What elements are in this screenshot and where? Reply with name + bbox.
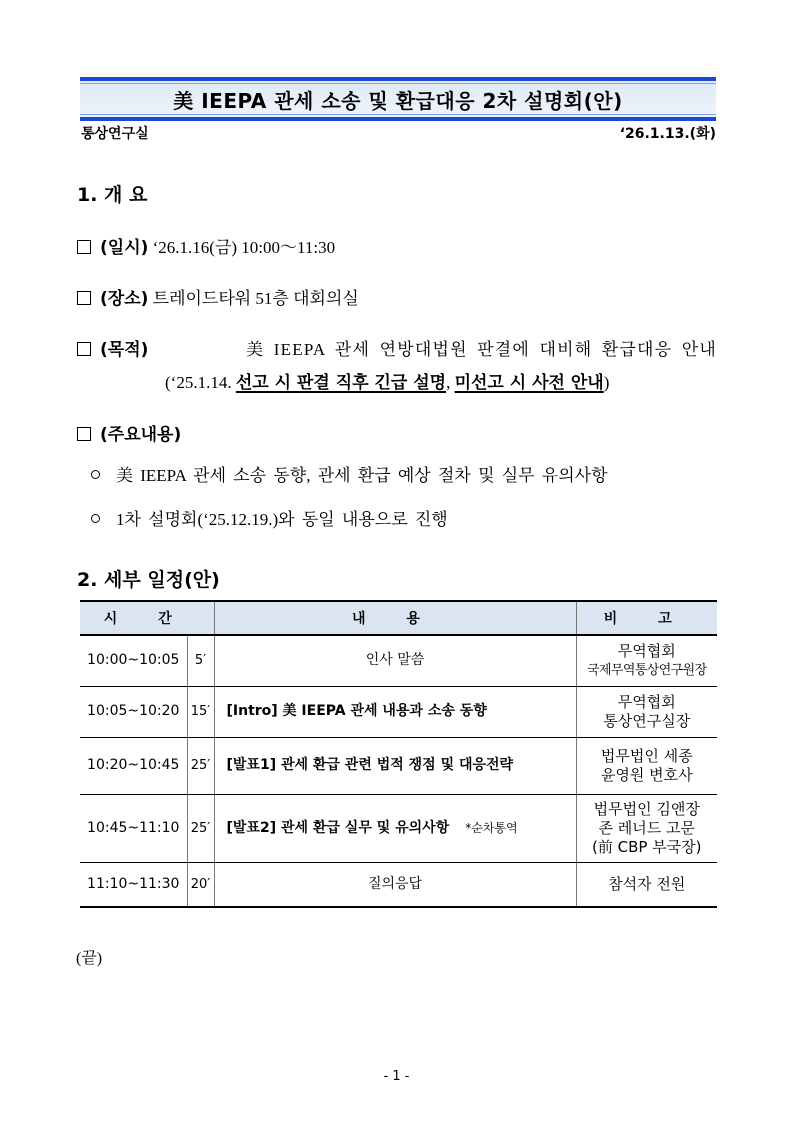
item-text: ‘26.1.16(금) 10:00～11:30 xyxy=(152,238,336,257)
remarks-cell: 무역협회 국제무역통상연구원장 xyxy=(576,635,717,686)
end-mark: (끝) xyxy=(76,950,103,967)
remarks-cell: 참석자 전원 xyxy=(576,862,717,907)
content-bullet: 1차 설명회(‘25.12.19.)와 동일 내용으로 진행 xyxy=(91,505,448,530)
time-cell: 11:10~11:30 xyxy=(80,862,187,907)
bullet-circle-icon xyxy=(91,514,100,523)
bullet-circle-icon xyxy=(91,470,100,479)
content-bullet: 美 IEEPA 관세 소송 동향, 관세 환급 예상 절차 및 실무 유의사항 xyxy=(91,461,608,486)
department: 통상연구실 xyxy=(81,126,149,142)
column-header-remarks: 비 고 xyxy=(576,601,717,635)
purpose-highlight-1: 선고 시 판결 직후 긴급 설명 xyxy=(235,373,447,393)
table-header-row xyxy=(80,601,717,635)
checkbox-square-icon xyxy=(77,240,91,254)
checkbox-square-icon xyxy=(77,342,91,356)
document-title: 美 IEEPA 관세 소송 및 환급대응 2차 설명회(안) xyxy=(173,88,623,113)
purpose-detail: (‘25.1.14. 선고 시 판결 직후 긴급 설명, 미선고 시 사전 안내) xyxy=(165,373,610,393)
content-cell: [발표1] 관세 환급 관련 법적 쟁점 및 대응전략 xyxy=(214,737,576,794)
item-label: (목적) xyxy=(100,340,149,360)
duration-cell: 20′ xyxy=(187,862,214,907)
title-banner xyxy=(80,77,716,121)
checkbox-square-icon xyxy=(77,291,91,305)
overview-item-contents xyxy=(77,420,181,445)
time-cell: 10:05~10:20 xyxy=(80,686,187,737)
content-cell: 인사 말씀 xyxy=(214,635,576,686)
item-label: (일시) xyxy=(100,238,149,258)
document-date: ‘26.1.13.(화) xyxy=(619,126,716,142)
column-header-content: 내 용 xyxy=(214,601,576,635)
table-row xyxy=(80,686,717,737)
table-row xyxy=(80,737,717,794)
time-cell: 10:45~11:10 xyxy=(80,794,187,862)
time-cell: 10:20~10:45 xyxy=(80,737,187,794)
time-cell: 10:00~10:05 xyxy=(80,635,187,686)
purpose-highlight-2: 미선고 시 사전 안내 xyxy=(454,373,604,393)
remarks-cell: 무역협회 통상연구실장 xyxy=(576,686,717,737)
overview-item-purpose xyxy=(77,335,717,393)
duration-cell: 15′ xyxy=(187,686,214,737)
checkbox-square-icon xyxy=(77,427,91,441)
remarks-cell: 법무법인 김앤장 존 레너드 고문 (前 CBP 부국장) xyxy=(576,794,717,862)
content-cell: [Intro] 美 IEEPA 관세 내용과 소송 동향 xyxy=(214,686,576,737)
overview-item-datetime xyxy=(77,233,335,258)
content-cell: [발표2] 관세 환급 실무 및 유의사항 *순차통역 xyxy=(214,794,576,862)
remarks-cell: 법무법인 세종 윤영원 변호사 xyxy=(576,737,717,794)
item-label: (장소) xyxy=(100,289,149,309)
schedule-table xyxy=(80,600,717,908)
section-1-heading: 1. 개 요 xyxy=(77,184,148,206)
table-row xyxy=(80,862,717,907)
interpretation-note: *순차통역 xyxy=(465,820,518,835)
content-cell: 질의응답 xyxy=(214,862,576,907)
section-2-heading: 2. 세부 일정(안) xyxy=(77,569,220,591)
overview-item-venue xyxy=(77,284,359,309)
duration-cell: 25′ xyxy=(187,737,214,794)
item-label: (주요내용) xyxy=(100,425,182,445)
item-text: 트레이드타워 51층 대회의실 xyxy=(152,289,359,308)
column-header-time: 시 간 xyxy=(80,601,214,635)
duration-cell: 5′ xyxy=(187,635,214,686)
table-row xyxy=(80,635,717,686)
page-number: - 1 - xyxy=(383,1069,410,1084)
duration-cell: 25′ xyxy=(187,794,214,862)
item-text: 美 IEEPA 관세 연방대법원 판결에 대비해 환급대응 안내 xyxy=(246,340,717,359)
table-row xyxy=(80,794,717,862)
